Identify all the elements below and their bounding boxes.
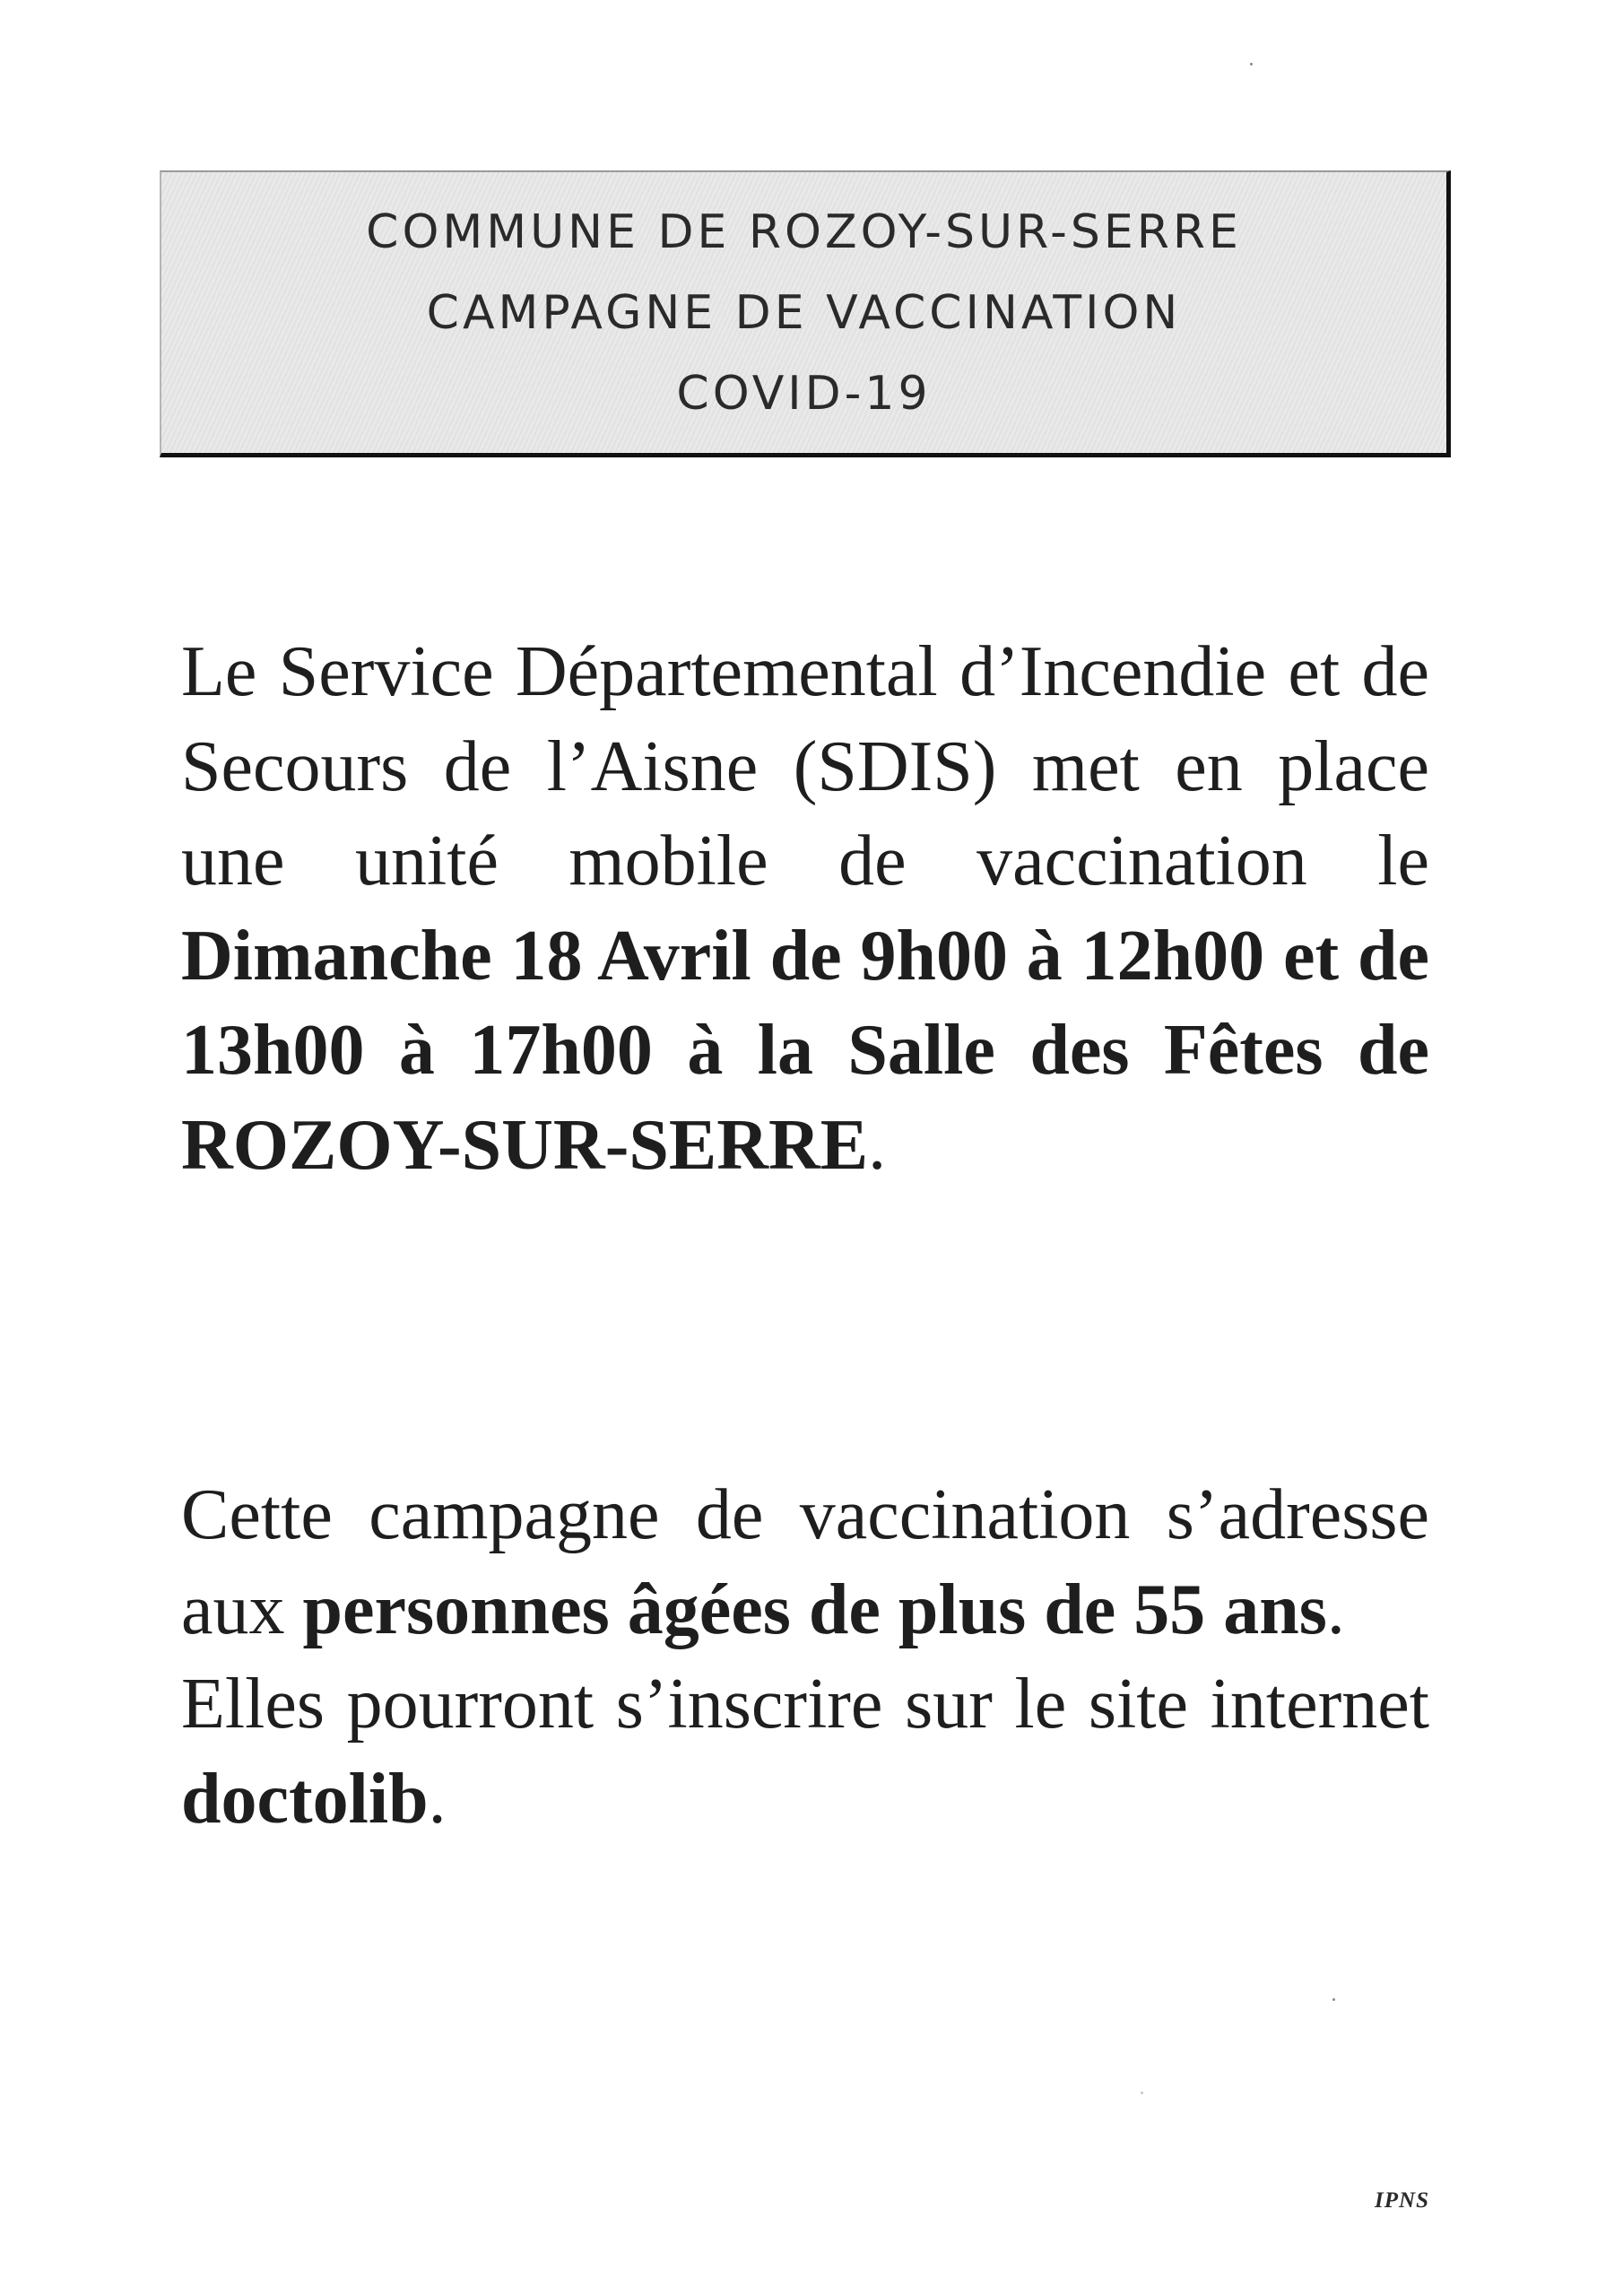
- title-campaign: CAMPAGNE DE VACCINATION: [426, 285, 1182, 340]
- title-covid: COVID-19: [676, 366, 932, 421]
- title-box: [160, 170, 1451, 457]
- scan-speck: [1141, 2092, 1143, 2094]
- announcement-intro: Le Service Départemental d’Incendie et de Secours de l’Aisne (SDIS) met en place une unité mobile de vaccination le: [181, 632, 1429, 900]
- eligibility-section: [181, 1468, 1429, 1847]
- ipns-label: IPNS: [1375, 2188, 1429, 2213]
- scan-speck: [1332, 1998, 1335, 2001]
- announcement-paragraph: [181, 625, 1429, 1193]
- scan-speck: [1250, 63, 1253, 65]
- registration-site: doctolib: [181, 1759, 429, 1839]
- announcement-end: .: [868, 1105, 887, 1185]
- eligibility-intro: Cette campagne de vaccination s’adresse aux: [181, 1475, 1429, 1649]
- registration-end: .: [428, 1759, 447, 1839]
- event-details: Dimanche 18 Avril de 9h00 à 12h00 et de 13h00 à 17h00 à la Salle des Fêtes de ROZOY-SUR-SERRE: [181, 916, 1429, 1185]
- eligibility-criteria: personnes âgées de plus de 55 ans: [302, 1570, 1327, 1649]
- registration-intro: Elles pourront s’inscrire sur le site internet: [181, 1665, 1429, 1744]
- eligibility-end: .: [1326, 1570, 1345, 1649]
- title-commune: COMMUNE DE ROZOY-SUR-SERRE: [366, 204, 1242, 259]
